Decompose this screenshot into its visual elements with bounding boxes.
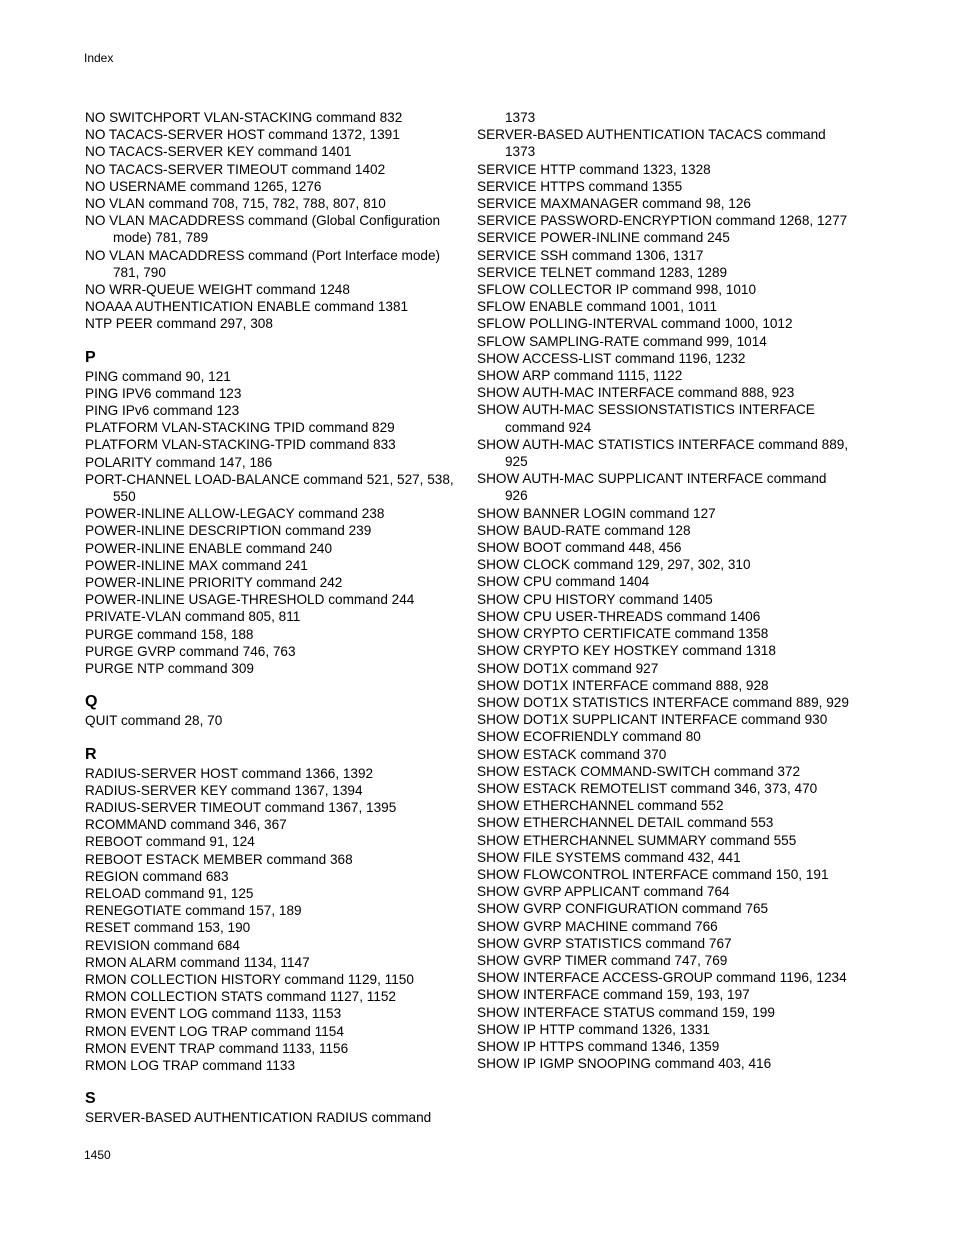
index-entry: SHOW DOT1X command 927 (477, 660, 659, 676)
index-entry: SHOW IP IGMP SNOOPING command 403, 416 (477, 1056, 772, 1072)
index-column-right (477, 109, 849, 1072)
index-entry: SHOW BOOT command 448, 456 (477, 540, 682, 556)
index-entry: REBOOT ESTACK MEMBER command 368 (85, 851, 353, 867)
index-entry: SHOW CPU HISTORY command 1405 (477, 591, 713, 607)
index-entry: SERVICE SSH command 1306, 1317 (477, 247, 704, 263)
index-entry: POWER-INLINE ALLOW-LEGACY command 238 (85, 506, 385, 522)
index-entry: SHOW ARP command 1115, 1122 (477, 368, 683, 384)
index-entry: PLATFORM VLAN-STACKING TPID command 829 (85, 420, 395, 436)
index-entry: RMON EVENT LOG TRAP command 1154 (85, 1023, 344, 1039)
index-entry: SHOW BAUD-RATE command 128 (477, 522, 691, 538)
index-entry: PING IPV6 command 123 (85, 385, 242, 401)
index-entry: SHOW BANNER LOGIN command 127 (477, 505, 716, 521)
index-entry: RADIUS-SERVER HOST command 1366, 1392 (85, 765, 374, 781)
index-entry: SHOW ETHERCHANNEL command 552 (477, 798, 724, 814)
index-entry: SHOW FILE SYSTEMS command 432, 441 (477, 849, 741, 865)
index-entry: SERVICE HTTP command 1323, 1328 (477, 161, 711, 177)
index-entry: RMON EVENT TRAP command 1133, 1156 (85, 1040, 349, 1056)
index-entry: REBOOT command 91, 124 (85, 834, 255, 850)
index-entry: NO VLAN MACADDRESS command (Port Interface mode) 781, 790 (85, 247, 441, 280)
index-group-right (477, 126, 849, 1072)
index-group-r (85, 765, 455, 1075)
index-entry: NO VLAN MACADDRESS command (Global Configuration mode) 781, 789 (85, 213, 441, 246)
index-group-q (85, 712, 455, 729)
index-entry: SHOW AUTH-MAC SESSIONSTATISTICS INTERFACE command 924 (477, 402, 815, 435)
index-entry: SHOW IP HTTP command 1326, 1331 (477, 1021, 710, 1037)
index-entry: REVISION command 684 (85, 937, 240, 953)
index-entry: SHOW INTERFACE ACCESS-GROUP command 1196, 1234 (477, 970, 847, 986)
index-entry: NO TACACS-SERVER KEY command 1401 (85, 144, 352, 160)
index-entry: POWER-INLINE USAGE-THRESHOLD command 244 (85, 592, 415, 608)
index-entry: PURGE GVRP command 746, 763 (85, 643, 296, 659)
page-number: 1450 (84, 1148, 111, 1162)
index-entry: NO TACACS-SERVER TIMEOUT command 1402 (85, 161, 386, 177)
index-entry: RMON EVENT LOG command 1133, 1153 (85, 1006, 342, 1022)
index-entry: SHOW AUTH-MAC STATISTICS INTERFACE command 889, 925 (477, 436, 849, 470)
index-entry: PURGE NTP command 309 (85, 661, 254, 677)
index-entry: RMON COLLECTION HISTORY command 1129, 1150 (85, 971, 414, 987)
index-entry: SERVICE PASSWORD-ENCRYPTION command 1268, 1277 (477, 213, 848, 229)
index-entry: NTP PEER command 297, 308 (85, 316, 273, 332)
index-entry: POWER-INLINE PRIORITY command 242 (85, 575, 343, 591)
index-entry: SFLOW ENABLE command 1001, 1011 (477, 299, 718, 315)
index-entry: RMON LOG TRAP command 1133 (85, 1057, 296, 1073)
index-letter-q: Q (85, 693, 98, 711)
index-entry: SHOW DOT1X STATISTICS INTERFACE command 889, 929 (477, 694, 849, 710)
index-entry: RENEGOTIATE command 157, 189 (85, 903, 302, 919)
index-entry: RELOAD command 91, 125 (85, 885, 254, 901)
index-entry: SERVICE HTTPS command 1355 (477, 178, 683, 194)
index-entry: SFLOW COLLECTOR IP command 998, 1010 (477, 282, 757, 298)
index-entry: RMON COLLECTION STATS command 1127, 1152 (85, 989, 396, 1005)
index-entry: SHOW CPU USER-THREADS command 1406 (477, 608, 761, 624)
index-group-p (85, 368, 455, 678)
index-entry: SHOW ECOFRIENDLY command 80 (477, 729, 701, 745)
index-entry: SHOW AUTH-MAC INTERFACE command 888, 923 (477, 385, 795, 401)
index-entry: PLATFORM VLAN-STACKING-TPID command 833 (85, 437, 396, 453)
index-letter-p: P (85, 348, 96, 366)
index-entry: PORT-CHANNEL LOAD-BALANCE command 521, 527, 538, 550 (85, 471, 454, 505)
index-entry: PRIVATE-VLAN command 805, 811 (85, 609, 301, 625)
index-entry: SHOW ESTACK REMOTELIST command 346, 373, 470 (477, 780, 818, 796)
index-entry: SERVICE MAXMANAGER command 98, 126 (477, 196, 751, 212)
index-entry: SERVICE POWER-INLINE command 245 (477, 230, 730, 246)
index-entry: SHOW CLOCK command 129, 297, 302, 310 (477, 557, 751, 573)
index-entry: SFLOW SAMPLING-RATE command 999, 1014 (477, 333, 767, 349)
index-entry: SHOW GVRP CONFIGURATION command 765 (477, 901, 769, 917)
index-entry: NOAAA AUTHENTICATION ENABLE command 1381 (85, 299, 409, 315)
index-entry: RADIUS-SERVER TIMEOUT command 1367, 1395 (85, 799, 397, 815)
index-entry: QUIT command 28, 70 (85, 713, 223, 729)
index-entry: NO USERNAME command 1265, 1276 (85, 178, 322, 194)
index-entry: POWER-INLINE ENABLE command 240 (85, 540, 333, 556)
index-entry: POWER-INLINE DESCRIPTION command 239 (85, 523, 372, 539)
index-entry: PING command 90, 121 (85, 368, 231, 384)
index-entry: SHOW ACCESS-LIST command 1196, 1232 (477, 350, 746, 366)
index-entry: SHOW ESTACK COMMAND-SWITCH command 372 (477, 763, 801, 779)
index-entry: SHOW CRYPTO CERTIFICATE command 1358 (477, 626, 769, 642)
index-entry: REGION command 683 (85, 868, 229, 884)
index-entry: SHOW FLOWCONTROL INTERFACE command 150, 191 (477, 866, 829, 882)
index-entry: SHOW GVRP STATISTICS command 767 (477, 935, 732, 951)
index-entry: NO WRR-QUEUE WEIGHT command 1248 (85, 282, 350, 298)
index-entry: SERVER-BASED AUTHENTICATION TACACS command 1373 (477, 127, 826, 160)
index-entry: SHOW DOT1X SUPPLICANT INTERFACE command 930 (477, 712, 828, 728)
running-head: Index (84, 51, 114, 65)
continued-entry: 1373 (505, 110, 536, 125)
index-group-s (85, 1109, 455, 1126)
index-entry: SERVICE TELNET command 1283, 1289 (477, 264, 728, 280)
index-entry: SERVER-BASED AUTHENTICATION RADIUS command (85, 1110, 432, 1126)
index-entry: SHOW IP HTTPS command 1346, 1359 (477, 1038, 720, 1054)
index-entry: RMON ALARM command 1134, 1147 (85, 954, 310, 970)
index-entry: SHOW GVRP APPLICANT command 764 (477, 884, 730, 900)
index-entry: RADIUS-SERVER KEY command 1367, 1394 (85, 782, 363, 798)
index-entry: SFLOW POLLING-INTERVAL command 1000, 1012 (477, 316, 793, 332)
index-entry: SHOW CPU command 1404 (477, 574, 650, 590)
index-entry: NO TACACS-SERVER HOST command 1372, 1391 (85, 127, 400, 143)
index-letter-s: S (85, 1090, 96, 1108)
index-entry: SHOW DOT1X INTERFACE command 888, 928 (477, 677, 769, 693)
index-entry: SHOW GVRP TIMER command 747, 769 (477, 952, 728, 968)
index-entry: RESET command 153, 190 (85, 920, 251, 936)
index-entry: SHOW GVRP MACHINE command 766 (477, 918, 718, 934)
index-entry: POWER-INLINE MAX command 241 (85, 557, 308, 573)
index-entry: SHOW AUTH-MAC SUPPLICANT INTERFACE command 926 (477, 471, 827, 504)
index-entry: POLARITY command 147, 186 (85, 454, 273, 470)
index-entry: SHOW INTERFACE STATUS command 159, 199 (477, 1004, 775, 1020)
index-letter-r: R (85, 745, 97, 763)
index-entry: SHOW ESTACK command 370 (477, 746, 667, 762)
index-entry: NO VLAN command 708, 715, 782, 788, 807, 810 (85, 196, 386, 212)
index-entry: RCOMMAND command 346, 367 (85, 817, 287, 833)
index-column-left (85, 109, 455, 1126)
index-entry: SHOW ETHERCHANNEL DETAIL command 553 (477, 815, 774, 831)
index-entry: SHOW INTERFACE command 159, 193, 197 (477, 987, 750, 1003)
index-entry: PURGE command 158, 188 (85, 626, 254, 642)
index-entry: PING IPv6 command 123 (85, 403, 240, 419)
index-group-n (85, 109, 455, 333)
index-entry: NO SWITCHPORT VLAN-STACKING command 832 (85, 110, 403, 125)
index-entry: SHOW ETHERCHANNEL SUMMARY command 555 (477, 832, 797, 848)
index-entry: SHOW CRYPTO KEY HOSTKEY command 1318 (477, 643, 776, 659)
